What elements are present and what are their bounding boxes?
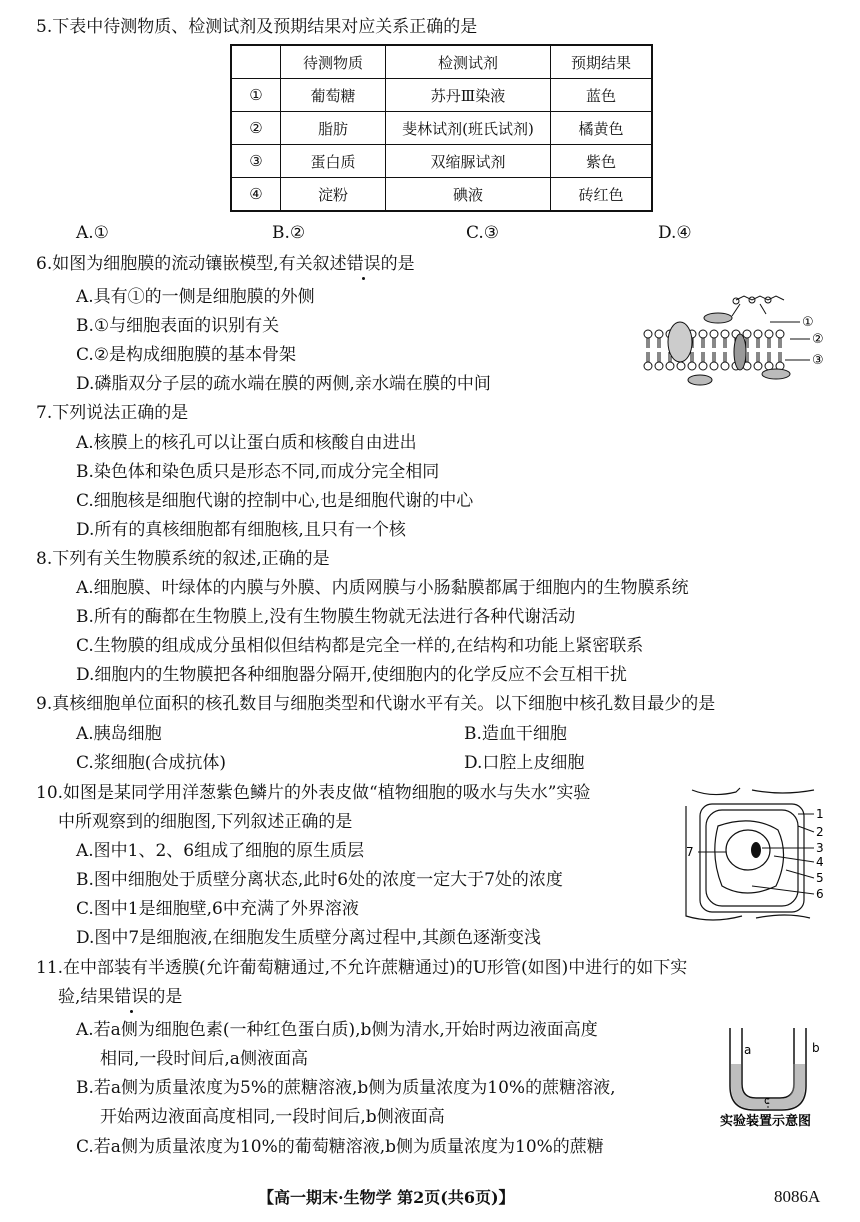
table-cell: ①: [231, 79, 281, 112]
phospholipid-tail: [779, 338, 781, 348]
phospholipid-head: [710, 362, 718, 370]
phospholipid-head: [655, 330, 663, 338]
paper-code: 8086A: [774, 1187, 821, 1206]
q10-option-b: B.图中细胞处于质壁分离状态,此时6处的浓度一定大于7处的浓度: [76, 870, 563, 890]
table-row: [231, 178, 652, 212]
q11-stem-line1: 11.在中部装有半透膜(允许葡萄糖通过,不允许蔗糖通过)的U形管(如图)中进行的如下实: [36, 958, 688, 978]
phospholipid-head: [721, 330, 729, 338]
table-cell: 苏丹Ⅲ染液: [386, 79, 551, 112]
q8-option-b: B.所有的酶都在生物膜上,没有生物膜生物就无法进行各种代谢活动: [76, 607, 576, 627]
table-cell: 淀粉: [281, 178, 386, 212]
q9-stem: 9.真核细胞单位面积的核孔数目与细胞类型和代谢水平有关。以下细胞中核孔数目最少的是: [36, 694, 716, 714]
phospholipid-head: [655, 362, 663, 370]
phospholipid-tail: [647, 352, 649, 362]
q10-stem-line2: 中所观察到的细胞图,下列叙述正确的是: [58, 812, 353, 832]
phospholipid-tail: [757, 352, 759, 362]
q5-table: [230, 44, 653, 212]
phospholipid-head: [699, 330, 707, 338]
q7-stem: 7.下列说法正确的是: [36, 403, 189, 423]
table-header-row: [231, 45, 652, 79]
q8-stem: 8.下列有关生物膜系统的叙述,正确的是: [36, 549, 330, 569]
fig-label-3: ③: [812, 353, 824, 368]
q6-option-d: D.磷脂双分子层的疏水端在膜的两侧,亲水端在膜的中间: [76, 374, 491, 394]
q9-option-b: B.造血干细胞: [464, 724, 567, 744]
u-tube-figure: [716, 1024, 828, 1130]
q10-option-c: C.图中1是细胞壁,6中充满了外界溶液: [76, 899, 359, 919]
phospholipid-head: [721, 362, 729, 370]
q7-option-a: A.核膜上的核孔可以让蛋白质和核酸自由进出: [76, 433, 417, 453]
q6-stem-text-end: 的是: [380, 254, 415, 274]
fig-label-4: 4: [816, 855, 824, 869]
q5-option-a: A.①: [76, 223, 109, 243]
q11-stem-text: 验,结果: [58, 987, 115, 1007]
phospholipid-head: [644, 330, 652, 338]
fig-label-2: ②: [812, 332, 824, 347]
q10-option-d: D.图中7是细胞液,在细胞发生质壁分离过程中,其颜色逐渐变浅: [76, 928, 542, 948]
phospholipid-head: [688, 362, 696, 370]
phospholipid-tail: [779, 352, 781, 362]
phospholipid-tail: [724, 338, 726, 348]
phospholipid-tail: [768, 352, 770, 362]
table-cell: 碘液: [386, 178, 551, 212]
fig-label-c: c: [764, 1094, 771, 1107]
table-cell: 脂肪: [281, 112, 386, 145]
table-cell: 葡萄糖: [281, 79, 386, 112]
q8-option-d: D.细胞内的生物膜把各种细胞器分隔开,使细胞内的化学反应不会互相干扰: [76, 665, 627, 685]
fig-label-5: 5: [816, 871, 824, 885]
table-cell: 紫色: [551, 145, 653, 178]
phospholipid-tail: [702, 338, 704, 348]
phospholipid-tail: [702, 352, 704, 362]
plasmolysis-cell-figure: [682, 786, 828, 928]
page-footer: 【高一期末·生物学 第2页(共6页)】: [258, 1188, 515, 1207]
figure-caption: 实验装置示意图: [720, 1114, 812, 1129]
q8-option-a: A.细胞膜、叶绿体的内膜与外膜、内质网膜与小肠黏膜都属于细胞内的生物膜系统: [76, 578, 689, 598]
table-cell: 蛋白质: [281, 145, 386, 178]
q11-option-c-line1: C.若a侧为质量浓度为10%的葡萄糖溶液,b侧为质量浓度为10%的蔗糖: [76, 1137, 604, 1157]
phospholipid-tail: [713, 352, 715, 362]
phospholipid-tail: [757, 338, 759, 348]
phospholipid-tail: [713, 338, 715, 348]
q10-stem-line1: 10.如图是某同学用洋葱紫色鳞片的外表皮做“植物细胞的吸水与失水”实验: [36, 783, 591, 803]
table-cell: 斐林试剂(班氏试剂): [386, 112, 551, 145]
q5-option-d: D.④: [658, 223, 692, 243]
table-header-cell: 预期结果: [551, 45, 653, 79]
fig-label-1: 1: [816, 807, 824, 821]
table-row: [231, 145, 652, 178]
table-header-cell: 检测试剂: [386, 45, 551, 79]
table-cell: 双缩脲试剂: [386, 145, 551, 178]
q11-stem-text-end: 的是: [148, 987, 183, 1007]
table-cell: 蓝色: [551, 79, 653, 112]
fig-label-2: 2: [816, 825, 824, 839]
fig-label-1: ①: [802, 315, 814, 330]
phospholipid-tail: [768, 338, 770, 348]
table-row: [231, 112, 652, 145]
q9-option-a: A.胰岛细胞: [76, 724, 162, 744]
table-row: [231, 79, 652, 112]
phospholipid-head: [710, 330, 718, 338]
q6-option-c: C.②是构成细胞膜的基本骨架: [76, 345, 297, 365]
phospholipid-head: [754, 330, 762, 338]
table-header-cell: [231, 45, 281, 79]
q11-stem-line2: [58, 986, 182, 1008]
table-header-cell: 待测物质: [281, 45, 386, 79]
phospholipid-tail: [691, 352, 693, 362]
phospholipid-head: [765, 330, 773, 338]
q6-stem-text: 6.如图为细胞膜的流动镶嵌模型,有关叙述: [36, 254, 347, 274]
phospholipid-head: [644, 362, 652, 370]
phospholipid-tail: [658, 352, 660, 362]
q6-stem-emphasis: 错误: [346, 254, 381, 274]
fig-label-6: 6: [816, 887, 824, 901]
phospholipid-head: [699, 362, 707, 370]
phospholipid-head: [677, 362, 685, 370]
phospholipid-head: [754, 362, 762, 370]
phospholipid-tail: [724, 352, 726, 362]
phospholipid-tail: [746, 338, 748, 348]
phospholipid-tail: [647, 338, 649, 348]
q7-option-d: D.所有的真核细胞都有细胞核,且只有一个核: [76, 520, 406, 540]
membrane-model-figure: [640, 292, 828, 390]
table-cell: ②: [231, 112, 281, 145]
q11-stem-emphasis: 错误: [114, 987, 149, 1007]
q11-option-a-line2: 相同,一段时间后,a侧液面高: [100, 1049, 308, 1069]
phospholipid-head: [666, 362, 674, 370]
q11-option-a-line1: A.若a侧为细胞色素(一种红色蛋白质),b侧为清水,开始时两边液面高度: [76, 1020, 598, 1040]
table-cell: 砖红色: [551, 178, 653, 212]
q8-option-c: C.生物膜的组成成分虽相似但结构都是完全一样的,在结构和功能上紧密联系: [76, 636, 644, 656]
q11-option-b-line2: 开始两边液面高度相同,一段时间后,b侧液面高: [100, 1107, 445, 1127]
q5-stem: 5.下表中待测物质、检测试剂及预期结果对应关系正确的是: [36, 17, 478, 37]
phospholipid-head: [776, 330, 784, 338]
phospholipid-head: [743, 330, 751, 338]
q6-stem: [36, 253, 415, 275]
fig-label-b: b: [812, 1041, 820, 1055]
fig-label-a: a: [744, 1043, 752, 1057]
fig-label-3: 3: [816, 841, 824, 855]
q10-option-a: A.图中1、2、6组成了细胞的原生质层: [76, 841, 365, 861]
q5-option-c: C.③: [466, 223, 500, 243]
q9-option-d: D.口腔上皮细胞: [464, 753, 585, 773]
q7-option-b: B.染色体和染色质只是形态不同,而成分完全相同: [76, 462, 440, 482]
q6-option-a: A.具有①的一侧是细胞膜的外侧: [76, 287, 315, 307]
phospholipid-tail: [658, 338, 660, 348]
q7-option-c: C.细胞核是细胞代谢的控制中心,也是细胞代谢的中心: [76, 491, 474, 511]
q5-option-b: B.②: [272, 223, 306, 243]
table-cell: ③: [231, 145, 281, 178]
fig-label-7: 7: [686, 845, 694, 859]
table-cell: 橘黄色: [551, 112, 653, 145]
q11-option-b-line1: B.若a侧为质量浓度为5%的蔗糖溶液,b侧为质量浓度为10%的蔗糖溶液,: [76, 1078, 616, 1098]
q6-option-b: B.①与细胞表面的识别有关: [76, 316, 280, 336]
table-cell: ④: [231, 178, 281, 212]
q9-option-c: C.浆细胞(合成抗体): [76, 753, 227, 773]
